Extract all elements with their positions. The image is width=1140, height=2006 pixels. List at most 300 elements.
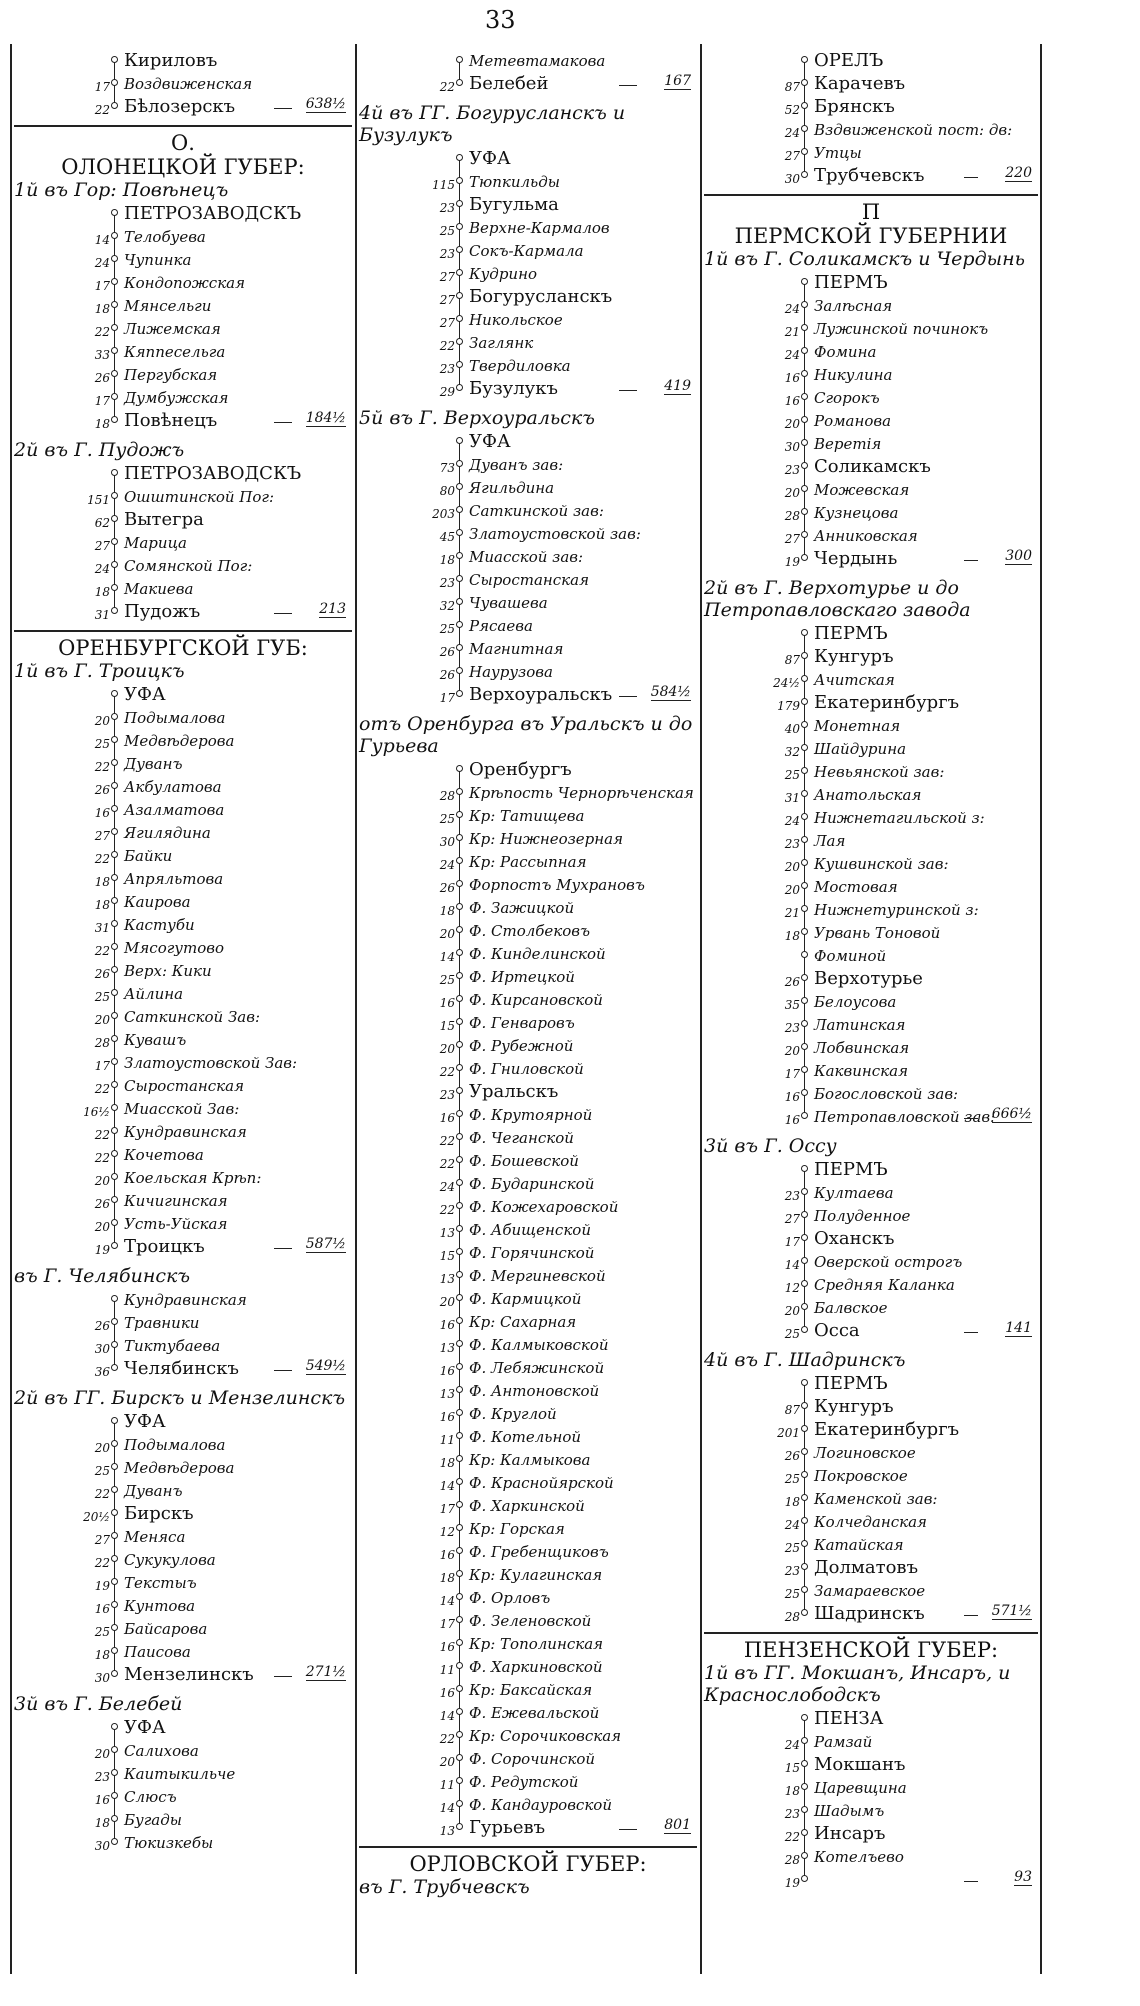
stop-distance: 13 [439,1341,455,1355]
route-stop [704,784,1038,807]
station-circle-icon [111,805,118,812]
station-circle-icon [111,79,118,86]
stop-distance: 22 [94,325,110,339]
stop-name: Каменской зав: [814,1490,938,1508]
stop-distance: 25 [94,737,110,751]
station-circle-icon [801,1020,808,1027]
stop-name: Пергубская [124,366,218,384]
route-stop [359,477,697,500]
station-circle-icon [456,1708,463,1715]
stop-distance: 16 [439,1111,455,1125]
stop-distance: 25 [94,1464,110,1478]
stop-distance: 26 [94,1319,110,1333]
station-circle-icon [801,1829,808,1836]
station-circle-icon [801,1425,808,1432]
route-list [704,272,1038,571]
stop-distance: 17 [439,691,455,705]
stop-name: Усть-Уйская [124,1215,228,1233]
stop-name: Урвань Тоновой [814,924,941,942]
route-stop [359,874,697,897]
stop-distance: 13 [439,1387,455,1401]
route-stop [14,318,352,341]
route-stop [704,1106,1038,1129]
route-stop [704,1731,1038,1754]
stop-distance: 16 [784,1090,800,1104]
station-circle-icon [801,1563,808,1570]
station-circle-icon [111,1341,118,1348]
station-circle-icon [456,1133,463,1140]
route-stop [704,387,1038,410]
station-circle-icon [801,1540,808,1547]
stop-name: Тюпкильды [469,173,560,191]
stop-name: Логиновское [814,1444,916,1462]
station-circle-icon [456,246,463,253]
stop-distance: 30 [784,172,800,186]
route-stop [14,1809,352,1832]
column-rule-mid-1 [355,44,357,1974]
stop-name: Фоминой [814,947,887,965]
route-list [704,50,1038,188]
stop-name: Кундравинская [124,1291,247,1309]
route-stop [359,309,697,332]
station-circle-icon [111,1555,118,1562]
total-leader-line [619,85,637,86]
route-stop [359,943,697,966]
stop-distance: 21 [784,325,800,339]
station-circle-icon [456,506,463,513]
stop-distance: 22 [784,1830,800,1844]
stop-distance: 87 [784,1403,800,1417]
route-list [14,203,352,433]
station-circle-icon [111,920,118,927]
route-title: 1й въ ГГ. Мокшанъ, Инсаръ, и Краснослободскъ [704,1662,1011,1706]
station-circle-icon [801,1234,808,1241]
route-stop [704,96,1038,119]
governorate-title: ОРЕНБУРГСКОЙ ГУБ: [58,636,308,660]
route-stop [704,1823,1038,1846]
route-stop [359,989,697,1012]
route-block [359,50,697,96]
route-stop [704,73,1038,96]
total-leader-line [964,1118,978,1119]
route-total-distance: 419 [664,378,691,394]
stop-distance: 16½ [83,1105,110,1119]
stop-name: Кр: Кулагинская [469,1566,603,1584]
stop-name: Кириловъ [124,50,218,71]
route-stop [14,203,352,226]
route-stop [704,1800,1038,1823]
route-stop [359,1748,697,1771]
station-circle-icon [456,949,463,956]
route-stop [359,1058,697,1081]
stop-name: Чердынь [814,548,898,569]
route-block [14,1265,352,1381]
total-leader-line [619,390,637,391]
stop-name: Нижнетагильской з: [814,809,985,827]
route-stop [359,1449,697,1472]
stop-name: Ф. Чеганской [469,1129,574,1147]
stop-name: Байки [124,847,173,865]
stop-distance: 16 [784,394,800,408]
stop-distance: 25 [439,622,455,636]
stop-distance: 18 [784,1495,800,1509]
route-stop [359,1610,697,1633]
station-circle-icon [801,1737,808,1744]
route-stop [14,799,352,822]
route-stop [359,1196,697,1219]
stop-distance: 22 [94,1128,110,1142]
stop-name: Айлина [124,985,184,1003]
route-stop [359,1403,697,1426]
route-stop [704,1396,1038,1419]
stop-name: Катайская [814,1536,904,1554]
station-circle-icon [801,836,808,843]
stop-distance: 24 [784,302,800,316]
stop-name: Трубчевскъ [814,165,925,186]
station-circle-icon [111,1532,118,1539]
stop-name: Бирскъ [124,1503,194,1524]
stop-distance: 16 [94,1793,110,1807]
route-stop [359,431,697,454]
stop-name: Твердиловка [469,357,571,375]
station-circle-icon [111,1035,118,1042]
stop-distance: 18 [94,585,110,599]
station-circle-icon [456,1455,463,1462]
station-circle-icon [456,1432,463,1439]
route-stop [359,1334,697,1357]
station-circle-icon [111,492,118,499]
stop-name: Кр: Татищева [469,807,585,825]
route-stop [14,1503,352,1526]
route-stop [359,1656,697,1679]
route-stop [14,1595,352,1618]
stop-distance: 23 [439,576,455,590]
station-circle-icon [456,1800,463,1807]
station-circle-icon [801,790,808,797]
station-circle-icon [801,928,808,935]
station-circle-icon [801,278,808,285]
route-list [359,148,697,401]
stop-distance: 17 [94,1059,110,1073]
stop-name: Пудожъ [124,601,201,622]
route-stop [14,1121,352,1144]
route-stop [359,897,697,920]
station-circle-icon [456,1731,463,1738]
route-stop [14,410,352,433]
route-stop [359,661,697,684]
stop-name: Ф. Бошевской [469,1152,579,1170]
stop-distance: 16 [439,1364,455,1378]
route-stop [14,684,352,707]
station-circle-icon [111,1792,118,1799]
route-stop [359,1817,697,1840]
station-circle-icon [456,292,463,299]
station-circle-icon [111,897,118,904]
route-stop [704,1557,1038,1580]
route-stop [14,50,352,73]
station-circle-icon [111,1150,118,1157]
route-list [704,1708,1038,1892]
stop-name: Подымалова [124,1436,226,1454]
stop-name: Утцы [814,144,862,162]
route-stop [704,1708,1038,1731]
stop-name: Кузнецова [814,504,899,522]
route-title: 3й въ Г. Оссу [704,1135,837,1157]
route-stop [704,669,1038,692]
stop-name: Дуванъ [124,755,183,773]
stop-name: Саткинской Зав: [124,1008,261,1026]
route-total-distance: 571½ [991,1603,1032,1619]
station-circle-icon [111,278,118,285]
route-stop [14,1289,352,1312]
route-stop [14,509,352,532]
stop-name: Ачитская [814,671,895,689]
stop-distance: 26 [94,967,110,981]
route-total-distance: 666½ [991,1106,1032,1122]
column-1 [14,48,352,1861]
station-circle-icon [111,607,118,614]
station-circle-icon [801,1471,808,1478]
route-stop [359,332,697,355]
stop-distance: 20 [94,1747,110,1761]
column-rule-mid-2 [700,44,702,1974]
station-circle-icon [111,736,118,743]
stop-distance: 18 [94,875,110,889]
station-circle-icon [111,828,118,835]
stop-distance: 26 [94,371,110,385]
station-circle-icon [456,575,463,582]
stop-name: Кр: Рассыпная [469,853,587,871]
stop-distance: 20 [439,1755,455,1769]
stop-distance: 15 [439,1019,455,1033]
route-stop [704,1060,1038,1083]
route-stop [704,1869,1038,1892]
route-stop [704,761,1038,784]
station-circle-icon [456,788,463,795]
station-circle-icon [456,552,463,559]
route-stop [704,853,1038,876]
route-stop [359,615,697,638]
station-circle-icon [801,813,808,820]
stop-name: Балвское [814,1299,888,1317]
stop-distance: 18 [94,302,110,316]
stop-distance: 22 [94,760,110,774]
route-stop [704,968,1038,991]
route-title: 1й въ Г. Троицкъ [14,660,185,682]
station-circle-icon [456,1064,463,1071]
stop-name: Ошштинской Пог: [124,488,275,506]
stop-name: Кр: Сахарная [469,1313,577,1331]
section-divider [704,194,1038,196]
stop-distance: 203 [432,507,455,521]
route-stop [14,486,352,509]
station-circle-icon [801,1211,808,1218]
station-circle-icon [456,1041,463,1048]
route-stop [14,1717,352,1740]
stop-distance: 28 [784,1853,800,1867]
stop-distance: 27 [784,1212,800,1226]
route-stop [704,1037,1038,1060]
stop-name: Ф. Калмыковской [469,1336,609,1354]
route-stop [704,1159,1038,1182]
stop-distance: 18 [784,929,800,943]
stop-distance: 18 [439,904,455,918]
stop-distance: 32 [439,599,455,613]
stop-distance: 87 [784,653,800,667]
route-stop [14,387,352,410]
station-circle-icon [801,462,808,469]
stop-distance: 14 [439,1594,455,1608]
route-stop [14,1618,352,1641]
route-stop [14,272,352,295]
station-circle-icon [111,874,118,881]
station-circle-icon [111,1440,118,1447]
stop-distance: 52 [784,103,800,117]
stop-name: Верхотурье [814,968,923,989]
stop-name: Дуванъ зав: [469,456,564,474]
stop-name: Кяппесельга [124,343,226,361]
station-circle-icon [111,1219,118,1226]
stop-distance: 22 [94,103,110,117]
route-block [14,1387,352,1687]
station-circle-icon [111,1463,118,1470]
route-list [359,759,697,1840]
route-total-distance: 167 [664,73,691,89]
total-leader-line [274,1248,292,1249]
stop-name: Ф. Зеленовской [469,1612,592,1630]
route-stop [14,578,352,601]
station-circle-icon [456,460,463,467]
section-divider [14,630,352,632]
stop-name: Тиктубаева [124,1337,221,1355]
route-block [704,1632,1038,1892]
stop-distance: 16 [439,1686,455,1700]
stop-name: Кр: Тополинская [469,1635,604,1653]
total-leader-line [619,696,637,697]
route-stop [704,295,1038,318]
stop-name: Шайдурина [814,740,907,758]
stop-name: Кушвинской зав: [814,855,949,873]
stop-distance: 16 [94,806,110,820]
stop-name: ПЕНЗА [814,1708,884,1729]
route-stop [359,684,697,707]
route-stop [359,759,697,782]
stop-distance: 24 [784,1738,800,1752]
stop-distance: 19 [94,1243,110,1257]
route-stop [359,454,697,477]
route-stop [704,876,1038,899]
stop-distance: 24 [784,348,800,362]
stop-name: ПЕРМЪ [814,272,888,293]
route-list [704,1159,1038,1343]
route-stop [704,1320,1038,1343]
stop-name: Средняя Каланка [814,1276,955,1294]
stop-name: Мясогутово [124,939,225,957]
station-circle-icon [801,1494,808,1501]
stop-distance: 28 [94,1036,110,1050]
stop-name: Замараевское [814,1582,926,1600]
route-block [14,630,352,1259]
station-circle-icon [456,926,463,933]
stop-name: Медвѣдерова [124,1459,235,1477]
station-circle-icon [111,1815,118,1822]
station-circle-icon [801,1586,808,1593]
total-leader-line [274,1676,292,1677]
route-list [704,623,1038,1129]
stop-name: Белебей [469,73,549,94]
stop-distance: 13 [439,1226,455,1240]
route-stop [14,249,352,272]
station-circle-icon [456,1110,463,1117]
stop-name: Сгорокъ [814,389,880,407]
stop-name: Ф. Гребенщиковъ [469,1543,609,1561]
route-stop [704,479,1038,502]
station-circle-icon [456,1248,463,1255]
route-stop [359,569,697,592]
stop-name: ПЕТРОЗАВОДСКЪ [124,463,302,484]
station-circle-icon [456,1087,463,1094]
stop-distance: 20 [784,860,800,874]
stop-distance: 13 [439,1272,455,1286]
route-total-distance: 587½ [305,1236,346,1252]
station-circle-icon [801,1783,808,1790]
stop-name: Наурузова [469,663,553,681]
stop-name: Ф. Кинделинской [469,945,606,963]
station-circle-icon [456,972,463,979]
route-stop [359,263,697,286]
stop-distance: 23 [784,1189,800,1203]
stop-distance: 23 [784,837,800,851]
stop-name: Вытегра [124,509,204,530]
stop-distance: 18 [94,898,110,912]
station-circle-icon [111,370,118,377]
station-circle-icon [801,675,808,682]
station-circle-icon [456,1363,463,1370]
station-circle-icon [111,324,118,331]
route-stop [704,318,1038,341]
station-circle-icon [801,56,808,63]
stop-name: Бѣлозерскъ [124,96,236,117]
station-circle-icon [801,1714,808,1721]
stop-distance: 16 [439,1640,455,1654]
station-circle-icon [111,515,118,522]
stop-distance: 24 [784,1518,800,1532]
stop-distance: 17 [784,1235,800,1249]
route-stop [14,1098,352,1121]
station-circle-icon [456,598,463,605]
route-stop [359,1702,697,1725]
station-circle-icon [456,1202,463,1209]
station-circle-icon [111,416,118,423]
station-circle-icon [456,269,463,276]
route-stop [359,1472,697,1495]
stop-distance: 62 [94,516,110,530]
stop-distance: 18 [94,417,110,431]
station-circle-icon [456,56,463,63]
stop-distance: 28 [784,509,800,523]
station-circle-icon [111,1364,118,1371]
stop-name: Бугульма [469,194,559,215]
route-stop [14,868,352,891]
route-total-distance: 220 [1005,165,1032,181]
route-total-distance: 584½ [650,684,691,700]
total-leader-line [274,1370,292,1371]
route-stop [14,1641,352,1664]
station-circle-icon [456,1524,463,1531]
station-circle-icon [111,56,118,63]
stop-name: Верхне-Кармалов [469,219,610,237]
stop-distance: 17 [439,1502,455,1516]
